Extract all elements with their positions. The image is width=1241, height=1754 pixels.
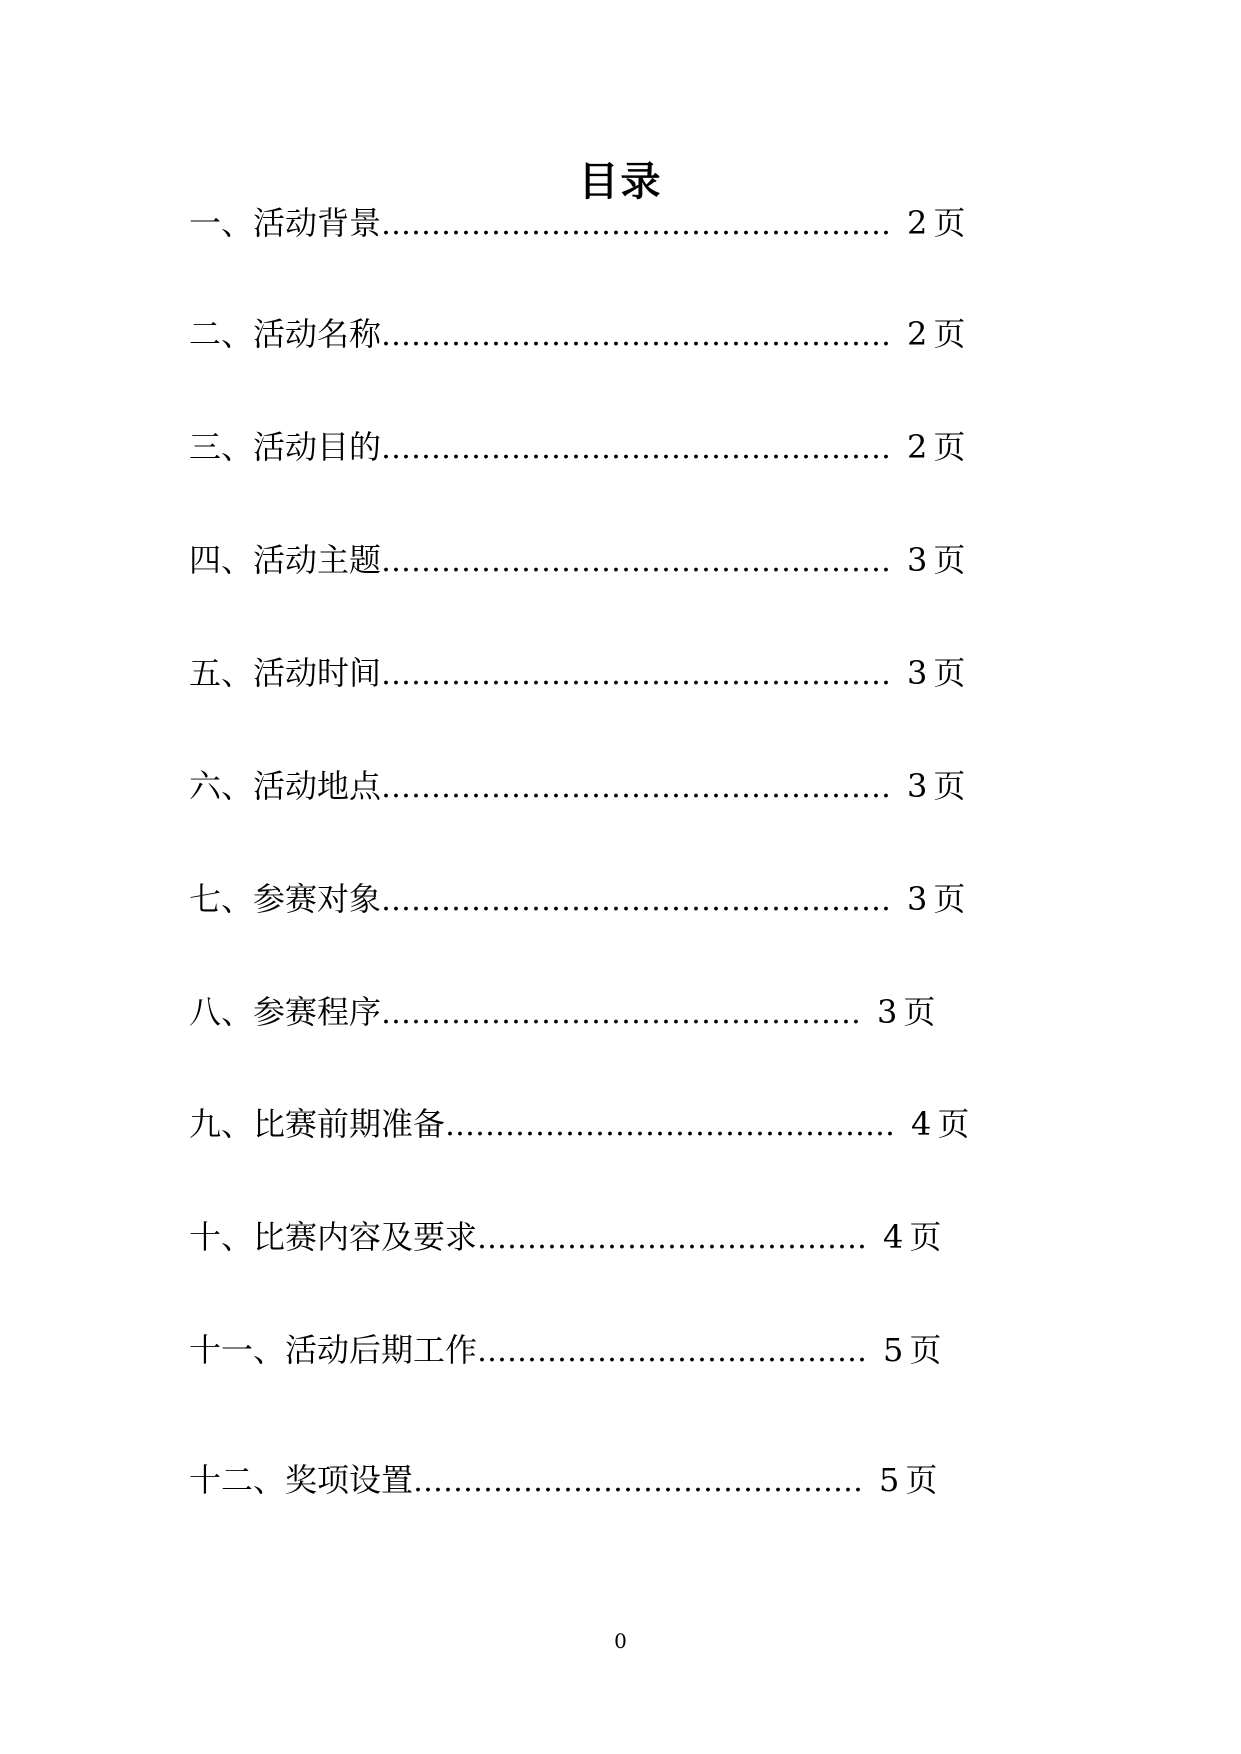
page-title: 目录 xyxy=(578,159,663,205)
toc-entry-unit: 页 xyxy=(909,1218,942,1256)
toc-entry[interactable] xyxy=(189,1450,937,1510)
toc-entry-page: 3 xyxy=(907,767,928,805)
toc-entry-unit: 页 xyxy=(909,1331,942,1369)
toc-entry-leader: …………………………………………… xyxy=(381,318,892,353)
toc-entry[interactable] xyxy=(189,643,965,703)
toc-entry[interactable] xyxy=(189,417,965,477)
toc-entry[interactable] xyxy=(189,193,965,253)
toc-entry-unit: 页 xyxy=(937,1105,970,1143)
toc-entry-page: 3 xyxy=(877,993,898,1031)
toc-entry-page: 3 xyxy=(907,541,928,579)
toc-entry-unit: 页 xyxy=(933,767,966,805)
toc-entry-unit: 页 xyxy=(933,204,966,242)
toc-entry-page: 3 xyxy=(907,880,928,918)
toc-entry-page: 4 xyxy=(883,1218,904,1256)
toc-entry-unit: 页 xyxy=(905,1461,938,1499)
toc-entry-leader: …………………………………………… xyxy=(381,544,892,579)
toc-entry-label: 三、活动目的 xyxy=(189,428,382,466)
toc-entry-unit: 页 xyxy=(933,541,966,579)
toc-entry-leader: …………………………………………… xyxy=(381,657,892,692)
toc-entry-label: 十一、活动后期工作 xyxy=(189,1331,478,1369)
toc-entry-label: 五、活动时间 xyxy=(189,654,382,692)
toc-entry-unit: 页 xyxy=(903,993,936,1031)
toc-entry[interactable] xyxy=(189,304,965,364)
toc-entry-label: 二、活动名称 xyxy=(189,315,382,353)
toc-entry-page: 5 xyxy=(883,1331,904,1369)
toc-entry-unit: 页 xyxy=(933,654,966,692)
toc-entry-label: 九、比赛前期准备 xyxy=(189,1105,446,1143)
toc-entry-page: 5 xyxy=(879,1461,900,1499)
toc-entry-label: 十、比赛内容及要求 xyxy=(189,1218,478,1256)
toc-entry-label: 十二、奖项设置 xyxy=(189,1461,414,1499)
toc-entry-leader: …………………………………………… xyxy=(381,770,892,805)
page-number: 0 xyxy=(614,1629,627,1653)
toc-entry[interactable] xyxy=(189,1207,941,1267)
toc-entry-leader: ………………………………… xyxy=(477,1221,868,1256)
toc-entry-leader: …………………………………………… xyxy=(381,883,892,918)
toc-entry-label: 一、活动背景 xyxy=(189,204,382,242)
toc-entry-label: 六、活动地点 xyxy=(189,767,382,805)
toc-entry[interactable] xyxy=(189,530,965,590)
toc-entry-leader: ……………………………………… xyxy=(445,1108,896,1143)
toc-entry-unit: 页 xyxy=(933,880,966,918)
toc-entry-leader: ……………………………………… xyxy=(413,1464,864,1499)
toc-entry-leader: …………………………………………… xyxy=(381,207,892,242)
toc-entry[interactable] xyxy=(189,1094,969,1154)
toc-entry-label: 七、参赛对象 xyxy=(189,880,382,918)
toc-entry[interactable] xyxy=(189,869,965,929)
toc-entry[interactable] xyxy=(189,982,935,1042)
toc-entry-page: 3 xyxy=(907,654,928,692)
toc-entry-label: 八、参赛程序 xyxy=(189,993,382,1031)
toc-entry-page: 2 xyxy=(907,428,928,466)
toc-list xyxy=(189,0,989,1754)
toc-entry-leader: ………………………………… xyxy=(477,1334,868,1369)
toc-entry-unit: 页 xyxy=(933,315,966,353)
toc-entry-page: 2 xyxy=(907,204,928,242)
toc-entry-page: 4 xyxy=(911,1105,932,1143)
toc-entry[interactable] xyxy=(189,1320,941,1380)
toc-entry[interactable] xyxy=(189,756,965,816)
toc-entry-leader: …………………………………………… xyxy=(381,431,892,466)
toc-entry-label: 四、活动主题 xyxy=(189,541,382,579)
toc-entry-leader: ………………………………………… xyxy=(381,996,862,1031)
toc-entry-page: 2 xyxy=(907,315,928,353)
toc-entry-unit: 页 xyxy=(933,428,966,466)
